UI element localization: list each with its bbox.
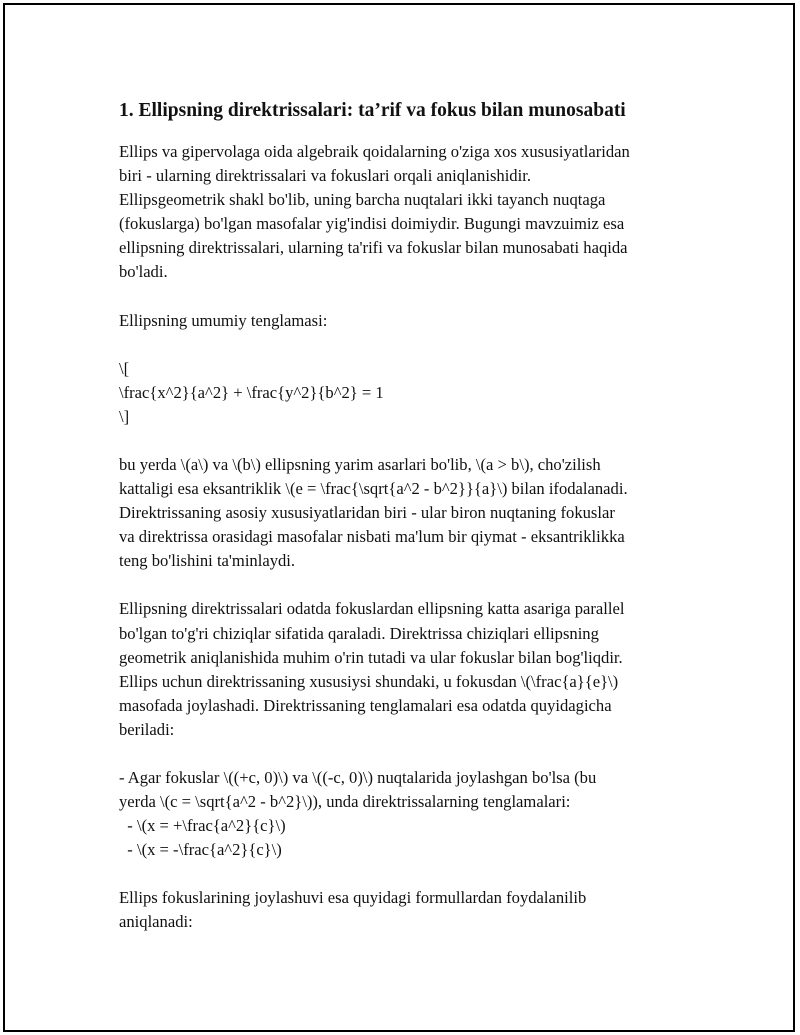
paragraph-equation [119,357,699,429]
text-line: geometrik aniqlanishida muhim o'rin tutadi va ular fokuslar bilan bog'liqdir. [119,647,623,667]
equation-line: \[ [119,358,130,378]
list-item: - \(x = +\frac{a^2}{c}\) [119,816,286,836]
list-item: - \(x = -\frac{a^2}{c}\) [119,840,282,860]
text-line: bo'ladi. [119,262,168,282]
text-line: (fokuslarga) bo'lgan masofalar yig'indisi doimiydir. Bugungi mavzuimiz esa [119,214,625,234]
paragraph-foci-list [119,766,699,862]
text-line: Direktrissaning asosiy xususiyatlaridan biri - ular biron nuqtaning fokuslar [119,503,615,523]
text-line: biri - ularning direktrissalari va fokuslari orqali aniqlanishidir. [119,166,531,186]
document-body [119,97,699,959]
paragraph-foci-position [119,886,699,934]
text-line: Ellipsning umumiy tenglamasi: [119,310,328,330]
equation-line: \frac{x^2}{a^2} + \frac{y^2}{b^2} = 1 [119,382,384,402]
page-frame [3,3,795,1032]
text-line: va direktrissa orasidagi masofalar nisbati ma'lum bir qiymat - eksantriklikka [119,527,625,547]
text-line: Ellips va gipervolaga oida algebraik qoidalarning o'ziga xos xususiyatlaridan [119,142,630,161]
paragraph-intro [119,140,699,285]
text-line: beriladi: [119,719,175,739]
paragraph-directrix [119,597,699,742]
list-item: - Agar fokuslar \((+c, 0)\) va \((-c, 0)\) nuqtalarida joylashgan bo'lsa (bu [119,767,597,787]
text-line: bu yerda \(a\) va \(b\) ellipsning yarim asarlari bo'lib, \(a > b\), cho'zilish [119,454,601,474]
paragraph-eccentricity [119,453,699,573]
text-line: Ellips uchun direktrissaning xususiysi shundaki, u fokusdan \(\frac{a}{e}\) [119,671,619,691]
text-line: Ellips fokuslarining joylashuvi esa quyidagi formullardan foydalanilib [119,888,587,908]
text-line: ellipsning direktrissalari, ularning ta'rifi va fokuslar bilan munosabati haqida [119,238,628,258]
list-item: yerda \(c = \sqrt{a^2 - b^2}\)), unda direktrissalarning tenglamalari: [119,792,571,812]
equation-line: \] [119,406,130,426]
paragraph-equation-heading [119,309,699,333]
text-line: Ellipsning direktrissalari odatda fokuslardan ellipsning katta asariga parallel [119,599,625,619]
text-line: Ellipsgeometrik shakl bo'lib, uning barcha nuqtalari ikki tayanch nuqtaga [119,190,606,210]
text-line: bo'lgan to'g'ri chiziqlar sifatida qaraladi. Direktrissa chiziqlari ellipsning [119,623,599,643]
page-title: 1. Ellipsning direktrissalari: ta’rif va fokus bilan munosabati [119,100,626,121]
text-line: kattaligi esa eksantriklik \(e = \frac{\sqrt{a^2 - b^2}}{a}\) bilan ifodalanadi. [119,479,628,499]
text-line: masofada joylashadi. Direktrissaning tenglamalari esa odatda quyidagicha [119,695,612,715]
text-line: aniqlanadi: [119,912,193,932]
text-line: teng bo'lishini ta'minlaydi. [119,551,296,571]
